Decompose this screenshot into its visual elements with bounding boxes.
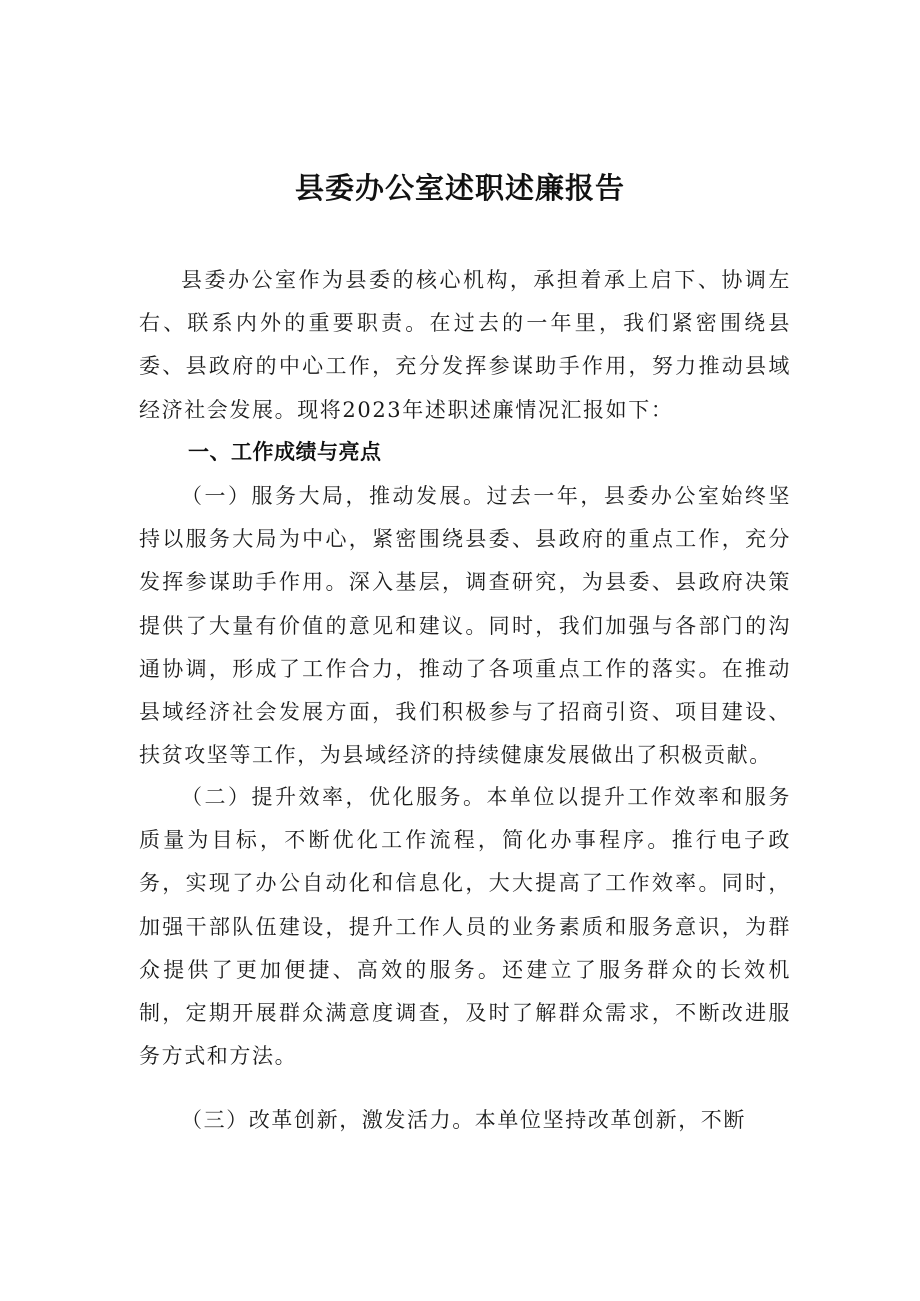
intro-paragraph: 县委办公室作为县委的核心机构，承担着承上启下、协调左右、联系内外的重要职责。在过去的一年里，我们紧密围绕县委、县政府的中心工作，充分发挥参谋助手作用，努力推动县域经济社会发展。现将2023年述职述廉情况汇报如下： — [139, 268, 791, 422]
paragraph-serve-overall: （一）服务大局，推动发展。过去一年，县委办公室始终坚持以服务大局为中心，紧密围绕县委、县政府的重点工作，充分发挥参谋助手作用。深入基层，调查研究，为县委、县政府决策提供了大量有价值的意见和建议。同时，我们加强与各部门的沟通协调，形成了工作合力，推动了各项重点工作的落实。在推动县域经济社会发展方面，我们积极参与了招商引资、项目建设、扶贫攻坚等工作，为县域经济的持续健康发展做出了积极贡献。 — [139, 484, 791, 768]
section-heading-achievements: 一、工作成绩与亮点 — [188, 440, 382, 464]
document-title: 县委办公室述职述廉报告 — [294, 171, 625, 205]
paragraph-improve-efficiency: （二）提升效率，优化服务。本单位以提升工作效率和服务质量为目标，不断优化工作流程，简化办事程序。推行电子政务，实现了办公自动化和信息化，大大提高了工作效率。同时，加强干部队伍建设，提升工作人员的业务素质和服务意识，为群众提供了更加便捷、高效的服务。还建立了服务群众的长效机制，定期开展群众满意度调查，及时了解群众需求，不断改进服务方式和方法。 — [139, 785, 791, 1069]
paragraph-reform-innovation: （三）改革创新，激发活力。本单位坚持改革创新，不断 — [181, 1108, 746, 1132]
